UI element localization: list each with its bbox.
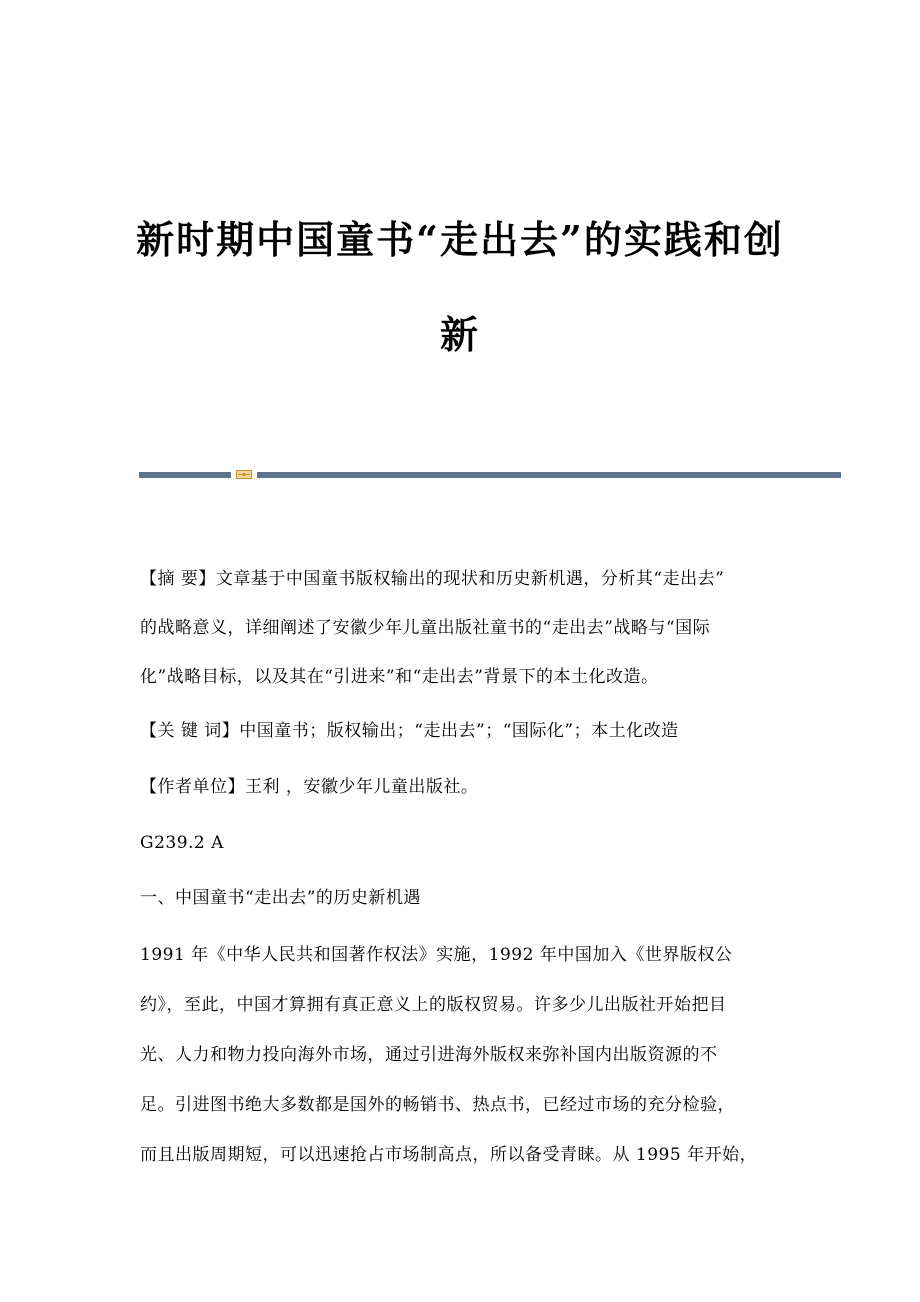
flower-ornament-icon xyxy=(236,470,252,479)
abstract-line-3: 化”战略目标，以及其在“引进来”和“走出去”背景下的本土化改造。 xyxy=(140,667,659,687)
body-line-2: 约》，至此，中国才算拥有真正意义上的版权贸易。许多少儿出版社开始把目 xyxy=(140,995,727,1015)
document-title-line-1: 新时期中国童书“走出去”的实践和创 xyxy=(136,217,784,262)
abstract-line-1: 【摘 要】文章基于中国童书版权输出的现状和历史新机遇，分析其“走出去” xyxy=(140,569,725,589)
body-line-4: 足。引进图书绝大多数都是国外的畅销书、热点书，已经过市场的充分检验， xyxy=(140,1095,735,1115)
section-heading: 一、中国童书“走出去”的历史新机遇 xyxy=(140,888,421,908)
abstract-line-2: 的战略意义，详细阐述了安徽少年儿童出版社童书的“走出去”战略与“国际 xyxy=(140,618,711,638)
keywords-line: 【关 键 词】中国童书；版权输出；“走出去”；“国际化”；本土化改造 xyxy=(140,721,679,741)
body-line-3: 光、人力和物力投向海外市场，通过引进海外版权来弥补国内出版资源的不 xyxy=(140,1045,718,1065)
body-line-5: 而且出版周期短，可以迅速抢占市场制高点，所以备受青睐。从 1995 年开始， xyxy=(140,1145,758,1165)
author-affiliation: 【作者单位】王利 ，安徽少年儿童出版社。 xyxy=(140,777,479,797)
divider-bar-left xyxy=(139,472,231,478)
body-line-1: 1991 年《中华人民共和国著作权法》实施，1992 年中国加入《世界版权公 xyxy=(140,945,733,965)
document-title-line-2: 新 xyxy=(439,312,480,357)
divider-bar-right xyxy=(257,472,841,478)
classification-code: G239.2 A xyxy=(140,833,224,853)
title-divider xyxy=(139,470,841,479)
